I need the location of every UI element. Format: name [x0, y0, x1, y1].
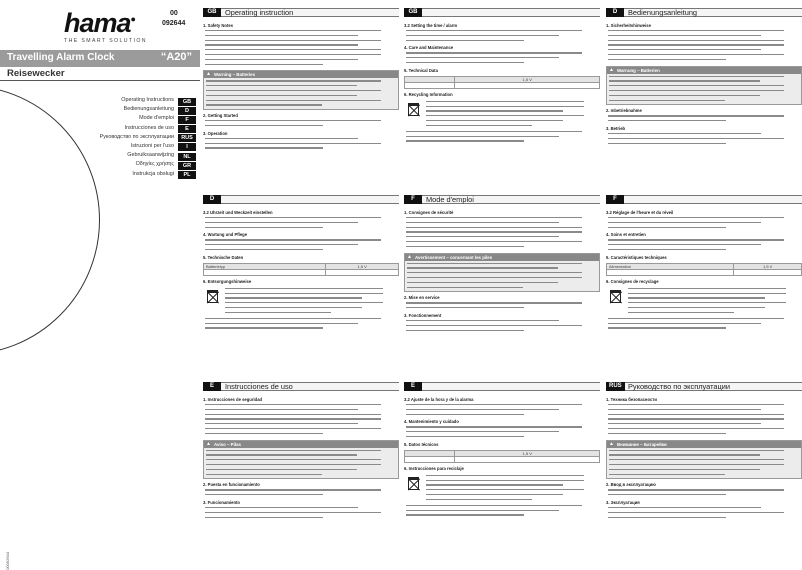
language-badge: E — [203, 382, 221, 391]
panel-rus-1: RUS Руководство по эксплуатации 1. Техника безопасности ▲ Внимание – Батарейки 2. Ввод в эксплуатацию 3. Эксплуатация — [606, 382, 802, 564]
panel-f-1: F Mode d'emploi 1. Consignes de sécurité ▲ Avertissement – concernant les piles 2. Mise en service 3. Fonctionnement — [404, 195, 600, 377]
panel-d-2: D 3.2 Uhrzeit und Weckzeit einstellen 4. Wartung und Pflege 5. Technische Daten Batterietyp 1,5 V 6. Entsorgungshinweise — [203, 195, 399, 377]
cover-column — [0, 0, 200, 570]
warning-box — [606, 66, 802, 106]
language-badge: F — [606, 195, 624, 204]
brand-tagline: THE SMART SOLUTION — [64, 38, 147, 44]
table-head-cell: Batterietyp — [204, 263, 326, 269]
panel-f-2: F 3.2 Réglage de l'heure et du réveil 4. Soins et entretien 5. Caractéristiques techniques Alimentation 1,5 V 6. Consignes de recyclage — [606, 195, 802, 377]
language-row[interactable]: Istruzioni per l'uso I — [80, 143, 196, 152]
brand-logo: hama● — [64, 8, 135, 38]
product-title-bar — [0, 50, 200, 67]
table-value: 1,5 V — [522, 76, 532, 82]
crossed-bin-icon — [207, 290, 218, 303]
language-badge: F — [404, 195, 422, 204]
product-title: Travelling Alarm Clock — [7, 52, 115, 63]
panel-e-2: E 3.2 Ajuste de la hora y de la alarma 4. Mantenimiento y cuidado 5. Datos técnicos 1,5 V 6. Instrucciones para reciclaje — [404, 382, 600, 564]
warning-header: ▲ Avertissement – concernant les piles — [405, 254, 599, 261]
panel-title: Instrucciones de uso — [225, 382, 293, 391]
language-row[interactable]: Mode d'emploi F — [80, 115, 196, 124]
crossed-bin-icon — [408, 477, 419, 490]
technical-data-table — [404, 76, 600, 89]
crossed-bin-icon — [408, 103, 419, 116]
panel-e-1: E Instrucciones de uso 1. Instrucciones de seguridad ▲ Aviso – Pilas 2. Puesta en funcionamiento 3. Funcionamiento — [203, 382, 399, 564]
warning-header: ▲ Warning – Batteries — [204, 71, 398, 78]
footer-code: 00092644 — [5, 552, 10, 570]
cover-divider — [0, 80, 200, 81]
warning-box — [404, 253, 600, 293]
panel-title: Bedienungsanleitung — [628, 8, 698, 17]
language-row[interactable]: Instrucciones de uso E — [80, 125, 196, 134]
cover-code-top: 00 — [170, 10, 178, 17]
technical-data-table — [606, 263, 802, 276]
language-badge: D — [203, 195, 221, 204]
language-badge: D — [606, 8, 624, 17]
language-badge: E — [404, 382, 422, 391]
recycling-block — [404, 99, 600, 129]
product-subtitle: Reisewecker — [7, 68, 65, 79]
language-row[interactable]: Gebruiksaanwijzing NL — [80, 152, 196, 161]
cover-article-number: 092644 — [162, 20, 186, 27]
warning-header: ▲ Aviso – Pilas — [204, 441, 398, 448]
language-row[interactable]: Руководство по эксплуатации RUS — [80, 134, 196, 143]
technical-data-table — [404, 450, 600, 463]
language-row[interactable]: Οδηγίες χρήσης GR — [80, 161, 196, 170]
warning-box — [606, 440, 802, 480]
technical-data-table — [203, 263, 399, 276]
product-model: “A20” — [160, 51, 192, 63]
panel-title: Operating instruction — [225, 8, 294, 17]
panel-gb-2: GB 3.2 Setting the time / alarm 4. Care and Maintenance 5. Technical Data 1,5 V 6. Recycling Information — [404, 8, 600, 190]
language-badge: GB — [404, 8, 422, 17]
table-value: 1,5 V — [763, 263, 773, 269]
language-row[interactable]: Instrukcja obsługi PL — [80, 171, 196, 180]
panel-d-1: D Bedienungsanleitung 1. Sicherheitshinweise ▲ Warnung – Batterien 2. Inbetriebnahme 3. Betrieb — [606, 8, 802, 190]
language-row[interactable]: Bedienungsanleitung D — [80, 106, 196, 115]
warning-box — [203, 440, 399, 480]
panel-gb-1: GB Operating instruction 1. Safety Notes ▲ Warning – Batteries 2. Getting Started 3. Operation — [203, 8, 399, 190]
language-badge: RUS — [606, 382, 625, 391]
recycling-block — [203, 286, 399, 316]
table-value: 1,5 V — [357, 263, 367, 269]
table-head-cell: Alimentation — [607, 263, 734, 269]
warning-header: ▲ Warnung – Batterien — [607, 67, 801, 74]
recycling-block — [606, 286, 802, 316]
language-row[interactable]: Operating Instructions GB — [80, 97, 196, 106]
language-badge: GB — [203, 8, 221, 17]
warning-box — [203, 70, 399, 110]
panel-title: Mode d'emploi — [426, 195, 474, 204]
table-value: 1,5 V — [522, 450, 532, 456]
warning-header: ▲ Внимание – Батарейки — [607, 441, 801, 448]
recycling-block — [404, 473, 600, 503]
crossed-bin-icon — [610, 290, 621, 303]
panel-title: Руководство по эксплуатации — [628, 382, 730, 391]
language-index — [80, 97, 196, 180]
